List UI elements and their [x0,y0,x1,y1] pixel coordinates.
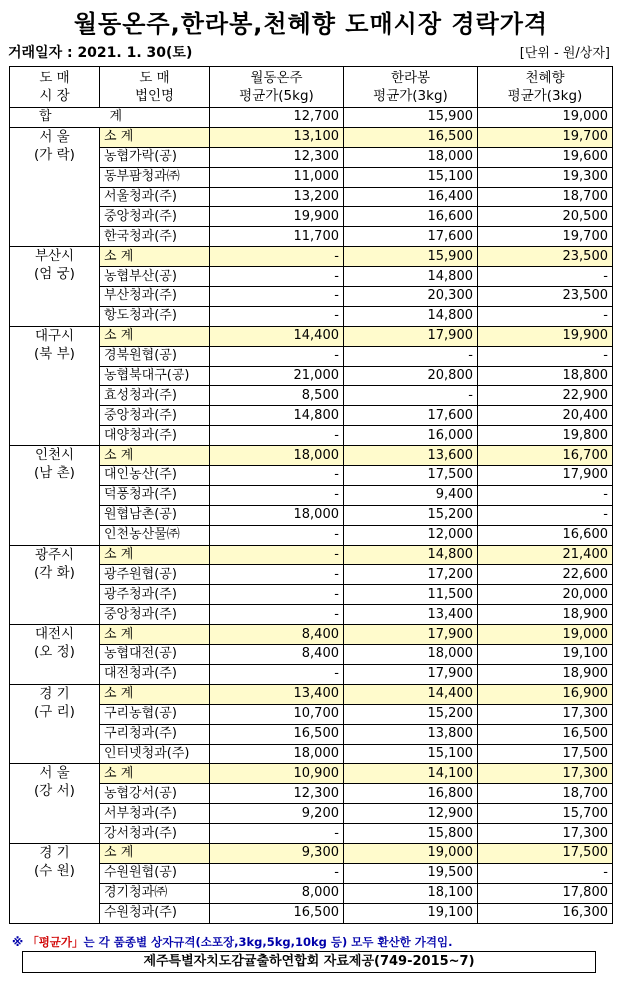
table-row [10,426,613,446]
table-row [10,187,613,207]
price-cell-3: 18,700 [478,187,613,207]
table-row [10,724,613,744]
price-cell-1: - [210,605,344,625]
subtotal-row [10,545,613,565]
price-cell-2: 15,100 [344,167,478,187]
market-cell [10,843,100,923]
table-row [10,167,613,187]
table-row [10,386,613,406]
price-cell-1: 16,500 [210,724,344,744]
market-name: 부산시 [34,248,75,265]
price-cell-1: 11,000 [210,167,344,187]
price-cell-2: 16,600 [344,207,478,227]
table-row [10,525,613,545]
price-cell-1: 8,400 [210,625,344,645]
price-cell-3: 18,900 [478,605,613,625]
price-cell-2: 17,600 [344,227,478,247]
price-cell-3: 17,300 [478,764,613,784]
subtotal-row [10,843,613,863]
table-row [10,287,613,307]
price-cell-2: 14,100 [344,764,478,784]
header-col2 [344,67,478,108]
price-cell-3: - [478,306,613,326]
market-district: (남 촌) [34,465,75,482]
price-cell-1: - [210,585,344,605]
table-row [10,306,613,326]
corp-name: 광주청과(주) [100,585,210,605]
table-row [10,147,613,167]
corp-name: 항도청과(주) [100,306,210,326]
header-col3 [478,67,613,108]
price-cell-3: 18,700 [478,784,613,804]
price-cell-2: 13,800 [344,724,478,744]
market-cell [10,545,100,625]
price-cell-2: 13,600 [344,446,478,466]
price-cell-2: 12,000 [344,525,478,545]
price-cell-2: 17,900 [344,664,478,684]
price-cell-1: 9,200 [210,804,344,824]
price-cell-1: - [210,247,344,267]
price-cell-1: 12,300 [210,784,344,804]
footnote-term: 「평균가」 [27,935,84,949]
price-cell-2: 12,900 [344,804,478,824]
price-cell-3: 16,700 [478,446,613,466]
price-cell-3: 19,800 [478,426,613,446]
market-district: (가 락) [34,146,75,163]
price-cell-1: 19,900 [210,207,344,227]
price-cell-3: 19,300 [478,167,613,187]
corp-name: 한국청과(주) [100,227,210,247]
header-col1 [210,67,344,108]
price-cell-1: 18,000 [210,505,344,525]
price-cell-2: 9,400 [344,485,478,505]
table-body [10,108,613,924]
corp-name: 서부청과(주) [100,804,210,824]
price-cell-3: 15,700 [478,804,613,824]
corp-name: 농협가락(공) [100,147,210,167]
price-cell-2: 14,800 [344,267,478,287]
subtotal-row [10,625,613,645]
price-cell-3: 17,800 [478,883,613,903]
price-cell-1: 16,500 [210,903,344,923]
corp-name: 중앙청과(주) [100,605,210,625]
subtotal-label: 소 계 [100,326,210,346]
header-col1-line2: 평균가(5kg) [239,88,314,104]
price-cell-3: 23,500 [478,247,613,267]
price-cell-1: - [210,485,344,505]
table-row [10,605,613,625]
price-cell-1: 10,900 [210,764,344,784]
price-cell-1: - [210,565,344,585]
price-cell-1: - [210,664,344,684]
corp-name: 중앙청과(주) [100,207,210,227]
price-cell-1: - [210,346,344,366]
price-cell-2: 16,000 [344,426,478,446]
table-row [10,466,613,486]
corp-name: 농협북대구(공) [100,366,210,386]
corp-name: 경북원협(공) [100,346,210,366]
table-row [10,664,613,684]
price-cell-2: 14,800 [344,545,478,565]
price-cell-3: 22,600 [478,565,613,585]
price-cell-1: 9,300 [210,843,344,863]
table-row [10,824,613,844]
market-name: 경 기 [39,844,70,861]
price-cell-2: 15,100 [344,744,478,764]
market-cell [10,326,100,445]
table-row [10,883,613,903]
header-market-line1: 도 매 [39,70,70,86]
total-value-1: 12,700 [210,108,344,128]
price-cell-1: 8,400 [210,645,344,665]
price-cell-3: 17,300 [478,824,613,844]
price-cell-2: 20,800 [344,366,478,386]
market-district: (북 부) [34,345,75,362]
price-cell-2: 13,400 [344,605,478,625]
price-cell-3: 16,900 [478,684,613,704]
market-cell [10,446,100,545]
corp-name: 대인농산(주) [100,466,210,486]
price-cell-3: 17,300 [478,704,613,724]
page-title: 월동온주,한라봉,천혜향 도매시장 경락가격 [73,10,549,38]
table-row [10,207,613,227]
price-cell-2: 18,000 [344,645,478,665]
price-cell-1: 14,800 [210,406,344,426]
price-cell-2: - [344,386,478,406]
price-cell-2: 14,400 [344,684,478,704]
market-district: (강 서) [34,783,75,800]
subtotal-row [10,247,613,267]
price-cell-2: 16,400 [344,187,478,207]
price-cell-1: - [210,545,344,565]
corp-name: 동부팜청과㈜ [100,167,210,187]
table-row [10,863,613,883]
market-cell [10,127,100,246]
subtotal-label: 소 계 [100,247,210,267]
subtotal-label: 소 계 [100,843,210,863]
price-cell-3: 16,300 [478,903,613,923]
price-cell-2: 17,200 [344,565,478,585]
subtotal-label: 소 계 [100,446,210,466]
price-cell-3: 20,500 [478,207,613,227]
price-cell-1: 11,700 [210,227,344,247]
table-row [10,903,613,923]
price-cell-2: 17,600 [344,406,478,426]
market-district: (구 리) [34,703,75,720]
header-corp-line1: 도 매 [139,70,170,86]
table-row [10,505,613,525]
market-name: 광주시 [34,546,75,563]
price-cell-1: 18,000 [210,446,344,466]
price-cell-3: - [478,267,613,287]
price-cell-3: 19,000 [478,625,613,645]
price-cell-2: 20,300 [344,287,478,307]
corp-name: 수원원협(공) [100,863,210,883]
price-cell-2: 15,200 [344,704,478,724]
price-cell-1: 8,000 [210,883,344,903]
table-row [10,406,613,426]
price-cell-3: - [478,485,613,505]
market-cell [10,625,100,685]
price-cell-3: 18,900 [478,664,613,684]
price-cell-3: - [478,346,613,366]
subtotal-row [10,446,613,466]
total-row [10,108,613,128]
corp-name: 인터넷청과(주) [100,744,210,764]
subtotal-row [10,684,613,704]
price-cell-1: 13,100 [210,127,344,147]
price-cell-2: 19,500 [344,863,478,883]
header-corp-line2: 법인명 [134,88,175,104]
table-row [10,585,613,605]
source-box: 제주특별자치도감귤출하연합회 자료제공(749-2015~7) [22,951,596,973]
price-cell-2: 19,100 [344,903,478,923]
price-cell-2: 17,900 [344,326,478,346]
corp-name: 인천농산물㈜ [100,525,210,545]
price-cell-2: 14,800 [344,306,478,326]
price-cell-3: 17,500 [478,843,613,863]
price-cell-3: - [478,863,613,883]
market-name: 서 울 [39,765,70,782]
table-row [10,565,613,585]
corp-name: 경기청과㈜ [100,883,210,903]
header-col3-line2: 평균가(3kg) [507,88,583,104]
price-cell-3: 16,500 [478,724,613,744]
subtotal-label: 소 계 [100,625,210,645]
table-row [10,784,613,804]
corp-name: 효성청과(주) [100,386,210,406]
price-cell-2: 15,200 [344,505,478,525]
market-cell [10,764,100,844]
header-market [10,67,100,108]
price-cell-1: 21,000 [210,366,344,386]
subtotal-row [10,326,613,346]
price-cell-1: 12,300 [210,147,344,167]
header-col2-line2: 평균가(3kg) [373,88,448,104]
price-cell-1: - [210,466,344,486]
price-cell-1: 13,400 [210,684,344,704]
subtotal-label: 소 계 [100,545,210,565]
price-cell-3: 20,000 [478,585,613,605]
price-cell-1: - [210,426,344,446]
market-name: 서 울 [39,128,70,145]
price-cell-1: 14,400 [210,326,344,346]
price-cell-3: 23,500 [478,287,613,307]
corp-name: 강서청과(주) [100,824,210,844]
header-col2-line1: 한라봉 [390,70,431,86]
corp-name: 농협대전(공) [100,645,210,665]
price-cell-3: 17,500 [478,744,613,764]
header-corp [100,67,210,108]
corp-name: 서울청과(주) [100,187,210,207]
price-cell-3: 19,900 [478,326,613,346]
price-cell-1: 10,700 [210,704,344,724]
price-cell-1: - [210,863,344,883]
table-row [10,704,613,724]
price-cell-3: 21,400 [478,545,613,565]
price-table [9,66,613,924]
price-cell-2: 18,100 [344,883,478,903]
subtotal-label: 소 계 [100,764,210,784]
subtotal-label: 소 계 [100,127,210,147]
price-cell-1: - [210,287,344,307]
trade-date: 거래일자 : 2021. 1. 30(토) [8,45,193,61]
price-cell-2: 16,800 [344,784,478,804]
price-cell-1: 18,000 [210,744,344,764]
subtotal-row [10,764,613,784]
corp-name: 구리청과(주) [100,724,210,744]
header-col3-line1: 천혜향 [525,70,565,86]
market-name: 인천시 [34,447,75,464]
price-cell-2: 18,000 [344,147,478,167]
price-cell-1: - [210,824,344,844]
price-cell-2: 15,900 [344,247,478,267]
price-cell-2: 16,500 [344,127,478,147]
corp-name: 광주원협(공) [100,565,210,585]
price-cell-2: 11,500 [344,585,478,605]
corp-name: 구리농협(공) [100,704,210,724]
table-row [10,227,613,247]
footnote-text: 는 각 품종별 상자규격(소포장,3kg,5kg,10kg 등) 모두 환산한 가격임. [83,935,453,949]
price-cell-1: 13,200 [210,187,344,207]
price-cell-3: 19,100 [478,645,613,665]
subtotal-label: 소 계 [100,684,210,704]
market-name: 대구시 [34,327,75,344]
footnote-mark: ※ [12,935,24,949]
header-col1-line1: 월동온주 [250,70,303,86]
corp-name: 덕풍청과(주) [100,485,210,505]
price-cell-3: 22,900 [478,386,613,406]
price-cell-2: 17,900 [344,625,478,645]
price-cell-1: 8,500 [210,386,344,406]
table-row [10,267,613,287]
price-cell-3: 19,600 [478,147,613,167]
price-cell-3: 19,700 [478,227,613,247]
price-cell-2: 15,800 [344,824,478,844]
price-cell-3: 16,600 [478,525,613,545]
price-cell-1: - [210,525,344,545]
price-cell-2: - [344,346,478,366]
market-district: (오 정) [34,644,75,661]
price-cell-2: 19,000 [344,843,478,863]
price-cell-3: 17,900 [478,466,613,486]
price-cell-3: 19,700 [478,127,613,147]
corp-name: 농협강서(공) [100,784,210,804]
corp-name: 대양청과(주) [100,426,210,446]
corp-name: 수원청과(주) [100,903,210,923]
total-label: 합계 [10,108,210,128]
unit-label: [단위 - 원/상자] [519,46,610,61]
table-row [10,485,613,505]
market-district: (엄 궁) [34,266,75,283]
table-row [10,346,613,366]
header-market-line2: 시 장 [39,88,70,104]
table-row [10,744,613,764]
market-cell [10,684,100,764]
price-cell-1: - [210,306,344,326]
market-district: (수 원) [34,862,75,879]
price-cell-2: 17,500 [344,466,478,486]
price-cell-3: - [478,505,613,525]
market-district: (각 화) [34,564,75,581]
price-cell-3: 20,400 [478,406,613,426]
table-row [10,645,613,665]
corp-name: 부산청과(주) [100,287,210,307]
subtotal-row [10,127,613,147]
market-cell [10,247,100,327]
corp-name: 중앙청과(주) [100,406,210,426]
price-cell-1: - [210,267,344,287]
header-row [10,67,613,108]
total-value-2: 15,900 [344,108,478,128]
market-name: 대전시 [34,626,75,643]
table-row [10,366,613,386]
corp-name: 대전청과(주) [100,664,210,684]
corp-name: 농협부산(공) [100,267,210,287]
total-value-3: 19,000 [478,108,613,128]
corp-name: 원협남촌(공) [100,505,210,525]
price-cell-3: 18,800 [478,366,613,386]
table-row [10,804,613,824]
market-name: 경 기 [39,685,70,702]
footnote [12,934,452,950]
